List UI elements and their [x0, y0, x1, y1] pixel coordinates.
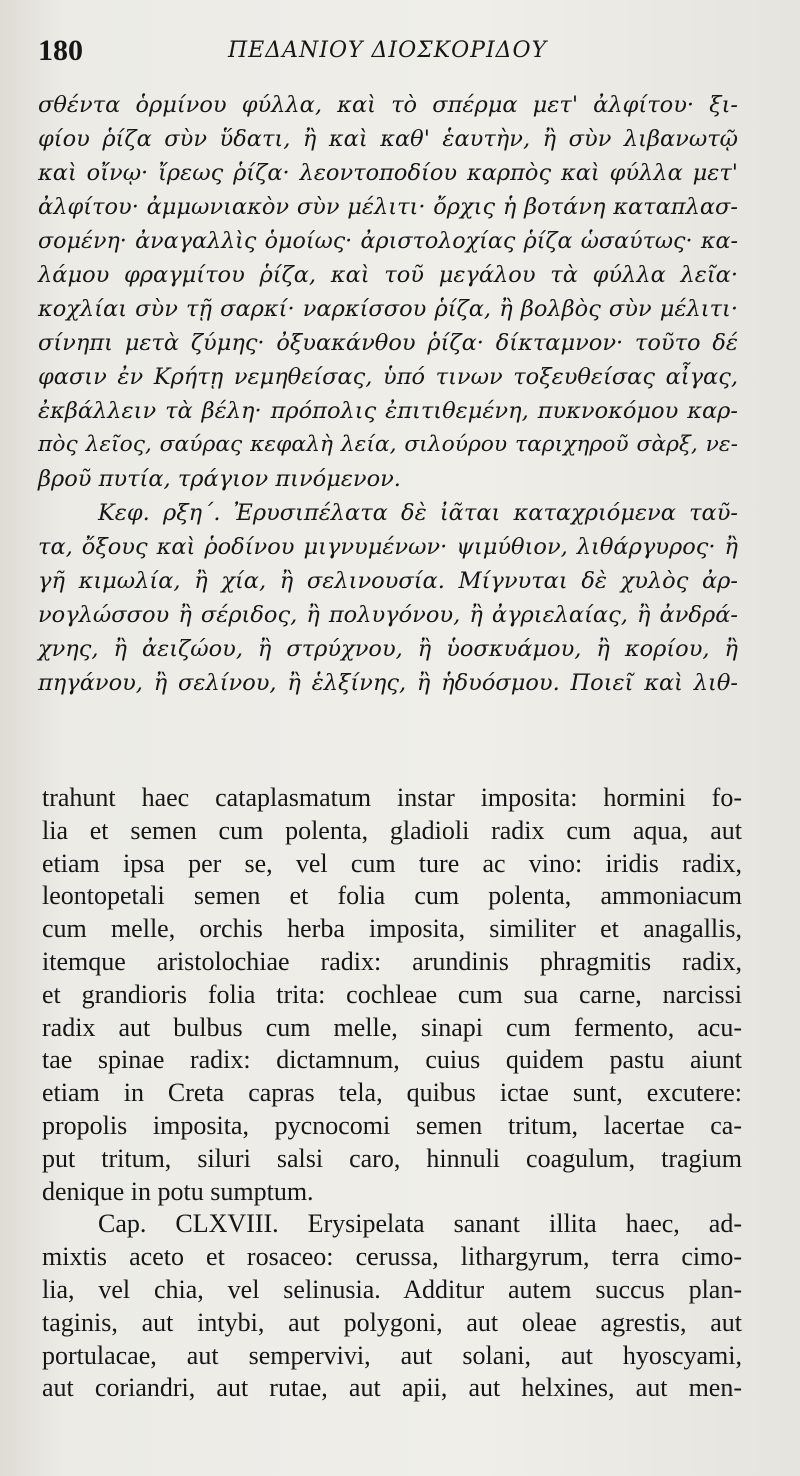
latin-line: et grandioris folia trita: cochleae cum sua carne, narcissi — [42, 979, 742, 1009]
latin-text-block — [42, 782, 742, 1405]
latin-line: taginis, aut intybi, aut polygoni, aut oleae agrestis, aut — [42, 1307, 742, 1337]
latin-line: aut coriandri, aut rutae, aut apii, aut helxines, aut men- — [42, 1373, 742, 1403]
greek-line: τα, ὄξους καὶ ῥοδίνου μιγνυμένων· ψιμύθιον, λιθάργυρος· ἢ — [38, 534, 738, 560]
latin-line: itemque aristolochiae radix: arundinis phragmitis radix, — [42, 946, 742, 976]
greek-line: ἐκβάλλειν τὰ βέλη· πρόπολις ἐπιτιθεμένη, πυκνοκόμου καρ- — [38, 398, 738, 424]
latin-line: denique in potu sumptum. — [42, 1176, 314, 1206]
latin-line: tae spinae radix: dictamnum, cuius quidem pastu aiunt — [42, 1045, 742, 1075]
latin-line: propolis imposita, pycnocomi semen tritum, lacertae ca- — [42, 1110, 742, 1140]
page-header — [38, 30, 738, 70]
greek-line: καὶ οἴνῳ· ἴρεως ῥίζα· λεοντοποδίου καρπὸς καὶ φύλλα μετ' — [38, 160, 738, 186]
greek-line: σομένη· ἀναγαλλὶς ὁμοίως· ἀριστολοχίας ῥίζα ὡσαύτως· κα- — [38, 228, 738, 254]
greek-chapter-heading-line: Κεφ. ρξη΄. Ἐρυσιπέλατα δὲ ἰᾶται καταχριόμενα ταῦ- — [98, 500, 738, 526]
latin-line: leontopetali semen et folia cum polenta, ammoniacum — [42, 881, 742, 911]
greek-line: ἀλφίτου· ἀμμωνιακὸν σὺν μέλιτι· ὄρχις ἡ βοτάνη καταπλασ- — [38, 194, 738, 220]
page-number: 180 — [38, 34, 83, 67]
latin-chapter-heading-line: Cap. CLXVIII. Erysipelata sanant illita haec, ad- — [98, 1209, 742, 1239]
latin-line: etiam in Creta capras tela, quibus ictae sunt, excutere: — [42, 1078, 742, 1108]
latin-line: lia et semen cum polenta, gladioli radix cum aqua, aut — [42, 815, 742, 845]
latin-line: mixtis aceto et rosaceo: cerussa, lithargyrum, terra cimo- — [42, 1242, 742, 1272]
greek-line: φασιν ἐν Κρήτῃ νεμηθείσας, ὑπό τινων τοξευθείσας αἶγας, — [38, 364, 738, 390]
greek-line: φίου ῥίζα σὺν ὕδατι, ἢ καὶ καθ' ἑαυτὴν, ἢ σὺν λιβανωτῷ — [38, 126, 738, 152]
greek-line: λάμου φραγμίτου ῥίζα, καὶ τοῦ μεγάλου τὰ φύλλα λεῖα· — [38, 262, 738, 288]
latin-line: radix aut bulbus cum melle, sinapi cum fermento, acu- — [42, 1012, 742, 1042]
latin-line: trahunt haec cataplasmatum instar imposita: hormini fo- — [42, 783, 742, 812]
running-title: ΠΕΔΑΝΙΟΥ ΔΙΟΣΚΟΡΙΔΟΥ — [228, 38, 548, 63]
latin-line: cum melle, orchis herba imposita, similiter et anagallis, — [42, 914, 742, 944]
latin-line: put tritum, siluri salsi caro, hinnuli coagulum, tragium — [42, 1143, 742, 1173]
greek-line: πηγάνου, ἢ σελίνου, ἢ ἑλξίνης, ἢ ἡδυόσμου. Ποιεῖ καὶ λιθ- — [38, 670, 738, 696]
greek-line: βροῦ πυτία, τράγιον πινόμενον. — [38, 466, 401, 492]
latin-line: etiam ipsa per se, vel cum ture ac vino: iridis radix, — [42, 848, 742, 878]
greek-line: γῆ κιμωλία, ἢ χία, ἢ σελινουσία. Μίγνυται δὲ χυλὸς ἀρ- — [38, 568, 738, 594]
latin-line: lia, vel chia, vel selinusia. Additur autem succus plan- — [42, 1274, 742, 1304]
greek-line: νογλώσσου ἢ σέριδος, ἢ πολυγόνου, ἢ ἀγριελαίας, ἢ ἀνδρά- — [38, 602, 738, 628]
greek-line: σθέντα ὁρμίνου φύλλα, καὶ τὸ σπέρμα μετ' ἀλφίτου· ξι- — [38, 92, 738, 118]
latin-line: portulacae, aut sempervivi, aut solani, aut hyoscyami, — [42, 1340, 742, 1370]
greek-line: πὸς λεῖος, σαύρας κεφαλὴ λεία, σιλούρου ταριχηροῦ σὰρξ, νε- — [38, 432, 738, 457]
greek-line: σίνηπι μετὰ ζύμης· ὀξυακάνθου ῥίζα· δίκταμνον· τοῦτο δέ — [38, 330, 738, 356]
greek-text-block — [38, 88, 738, 700]
greek-line: χνης, ἢ ἀειζώου, ἢ στρύχνου, ἢ ὑοσκυάμου, ἢ κορίου, ἢ — [38, 636, 738, 662]
greek-line: κοχλίαι σὺν τῇ σαρκί· ναρκίσσου ῥίζα, ἢ βολβὸς σὺν μέλιτι· — [38, 296, 738, 322]
